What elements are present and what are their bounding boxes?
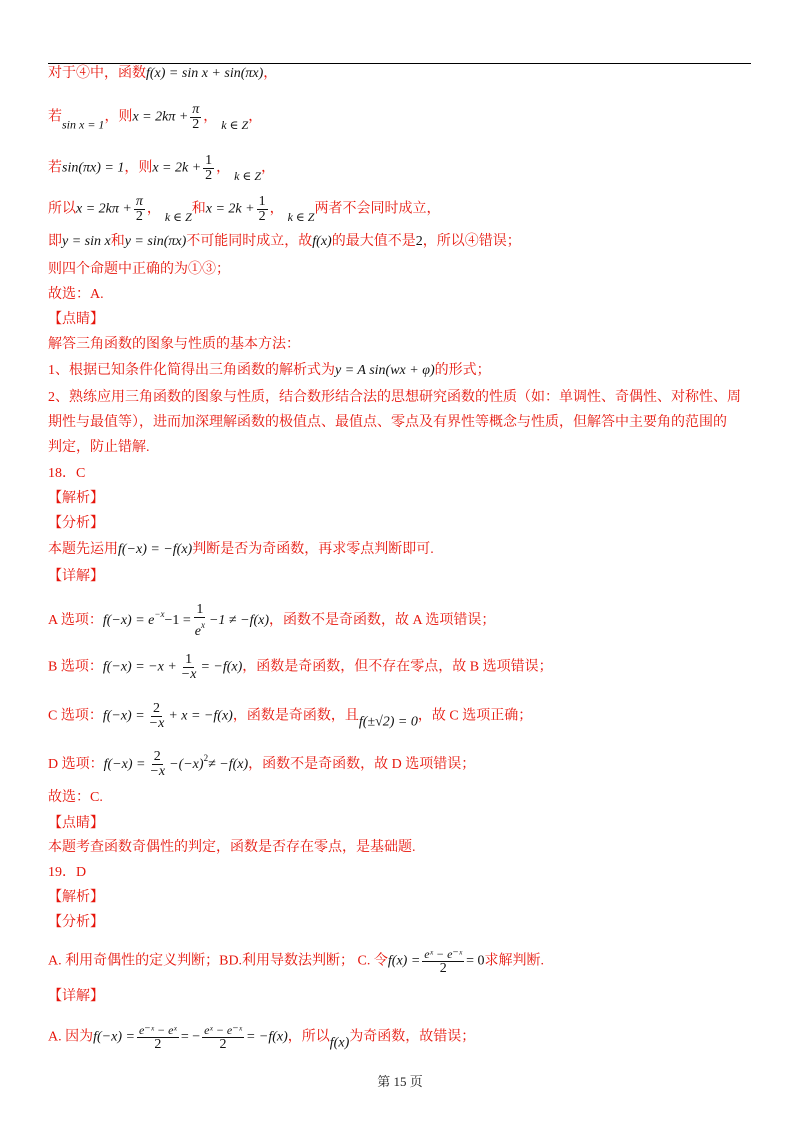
numerator: π	[135, 194, 143, 209]
text: 两者不会同时成立，	[314, 201, 441, 217]
fraction	[147, 750, 167, 779]
line-25: 本题考查函数奇偶性的判定，函数是否存在零点，是基础题.	[48, 840, 416, 855]
math: f(−x) = −f(x)	[118, 542, 193, 557]
text: ，	[269, 201, 284, 217]
section-jiexi-2: 【解析】	[48, 890, 104, 905]
text: 为奇函数，故错误；	[349, 1029, 476, 1045]
line-option-a	[48, 603, 495, 639]
superscript: −x	[154, 609, 165, 620]
fraction	[134, 195, 145, 224]
line-23: 故选：C.	[48, 790, 103, 805]
fraction	[202, 1023, 244, 1052]
text: ，所以	[287, 1029, 330, 1045]
math: x = 2k +	[152, 160, 202, 176]
line-10	[48, 361, 491, 381]
text: B 选项：	[48, 659, 103, 675]
text: ，函数是奇函数，且	[232, 708, 359, 724]
math: f(x) =	[387, 953, 421, 969]
text: ，	[248, 109, 263, 125]
text: ，函数不是奇函数，故 A 选项错误；	[269, 613, 496, 629]
denominator: −x	[149, 764, 166, 780]
denominator: 2	[205, 168, 213, 183]
numerator: π	[192, 102, 200, 117]
line-3	[48, 154, 275, 186]
line-option-b	[48, 653, 553, 682]
math: 2	[415, 234, 423, 249]
text: ，	[261, 160, 276, 176]
math: k ∈ Z	[234, 168, 262, 183]
question-18-answer: 18．C	[48, 466, 86, 481]
line-2	[48, 103, 262, 135]
text: ，函数不是奇函数，故 D 选项错误；	[248, 757, 476, 772]
text: 1、根据已知条件化简得出三角函数的解析式为	[48, 363, 335, 378]
text: 的形式；	[434, 363, 491, 378]
text: ，函数是奇函数，但不存在零点，故 B 选项错误；	[242, 659, 553, 675]
text: A. 因为	[48, 1029, 94, 1045]
denominator: 2	[192, 117, 200, 132]
text: 判断是否为奇函数，再求零点判断即可.	[192, 542, 434, 557]
fraction	[193, 603, 207, 639]
denominator: 2	[219, 1037, 227, 1052]
math: f(−x) = −x +	[102, 659, 177, 675]
text: 若	[48, 109, 62, 125]
numerator: 2	[153, 749, 161, 765]
text: ，	[263, 66, 278, 81]
text: A. 利用奇偶性的定义判断；BD.利用导数法判断； C. 令	[48, 953, 388, 969]
text: 和	[191, 201, 206, 217]
denominator: 2	[135, 209, 143, 224]
line-4	[48, 195, 440, 227]
fraction	[190, 103, 201, 132]
line-31	[48, 1023, 475, 1054]
math: f(−x) =	[102, 708, 145, 724]
line-29	[48, 947, 544, 976]
text: 即	[48, 234, 62, 249]
text: C 选项：	[48, 708, 103, 724]
page-number: 第 15 页	[377, 1074, 423, 1089]
math: x = 2k +	[205, 201, 255, 217]
section-xiangjie: 【详解】	[48, 569, 104, 584]
numerator: 1	[196, 602, 204, 617]
math: y = A sin(wx + φ)	[335, 363, 435, 378]
fraction	[422, 947, 464, 976]
text: 所以	[48, 201, 76, 217]
denominator: e	[194, 624, 201, 639]
math: f(−x) = e	[102, 613, 155, 629]
line-12: 期性与最值等），进而加深理解函数的极值点、最值点、零点及有界性等概念与性质，但解答中主要角的范围的	[48, 415, 727, 430]
math: f(−x) =	[103, 757, 146, 772]
line-9: 解答三角函数的图象与性质的基本方法：	[48, 337, 300, 352]
line-7: 故选：A.	[48, 287, 104, 302]
text: ，故 C 选项正确；	[417, 708, 533, 724]
fraction	[203, 154, 214, 183]
line-11: 2、熟练应用三角函数的图象与性质，结合数形结合法的思想研究函数的性质（如：单调性、奇偶性、对称性、周	[48, 390, 741, 405]
numerator: eˣ − e⁻ˣ	[424, 947, 463, 961]
section-fenxi: 【分析】	[48, 516, 104, 531]
math: −(−x)	[169, 757, 204, 772]
line-1	[48, 64, 277, 84]
text: ，则	[124, 160, 153, 176]
section-fenxi-2: 【分析】	[48, 915, 104, 930]
text: 求解判断.	[484, 953, 545, 969]
fraction	[179, 653, 199, 682]
section-jiexi: 【解析】	[48, 491, 104, 506]
line-option-c	[48, 702, 532, 733]
line-option-d	[48, 748, 475, 779]
math: f(x)	[312, 234, 332, 249]
text: 若	[48, 160, 62, 176]
fraction	[147, 702, 167, 731]
superscript: x	[200, 620, 205, 630]
math: x = 2kπ +	[76, 201, 132, 217]
numerator: 1	[185, 652, 193, 667]
numerator: 1	[258, 194, 266, 209]
numerator: eˣ − e⁻ˣ	[204, 1023, 242, 1037]
text: 不可能同时成立，故	[186, 234, 313, 249]
text: 本题先运用	[48, 542, 118, 557]
fraction	[257, 195, 268, 224]
text: 的最大值不是	[331, 234, 416, 249]
text: 对于④中，函数	[48, 66, 146, 81]
fraction	[137, 1023, 179, 1052]
math: k ∈ Z	[164, 209, 192, 224]
math: k ∈ Z	[287, 209, 315, 224]
denominator: −x	[148, 716, 165, 731]
denominator: 2	[154, 1037, 162, 1052]
text: ，	[216, 160, 231, 176]
math: k ∈ Z	[221, 117, 249, 132]
math: y = sin x	[62, 234, 111, 249]
text: A 选项：	[48, 613, 103, 629]
question-19-answer: 19．D	[48, 865, 87, 880]
math: ≠ −f(x)	[208, 757, 249, 772]
denominator: −x	[180, 667, 197, 682]
line-5	[48, 232, 521, 252]
math: f(±√2) = 0	[358, 714, 418, 730]
math: f(−x) =	[93, 1029, 135, 1045]
math: = 0	[466, 953, 485, 969]
numerator: 2	[153, 701, 160, 716]
denominator: 2	[439, 961, 447, 976]
math: f(x)	[329, 1035, 350, 1051]
math: sin x = 1	[62, 117, 105, 132]
math: x = 2kπ +	[132, 109, 189, 125]
math: sin(πx) = 1	[62, 160, 125, 176]
line-6: 则四个命题中正确的为①③；	[48, 262, 230, 277]
text: ，	[203, 109, 218, 125]
text: ，	[146, 201, 161, 217]
math: = −	[180, 1029, 201, 1045]
line-13: 判定，防止错解.	[48, 440, 150, 455]
text: ，则	[104, 109, 133, 125]
math: = −f(x)	[245, 1029, 288, 1045]
text: 和	[110, 234, 125, 249]
superscript: 2	[203, 753, 209, 763]
denominator: 2	[258, 209, 266, 224]
math: f(x) = sin x + sin(πx)	[146, 66, 264, 81]
numerator: e⁻ˣ − eˣ	[138, 1023, 177, 1037]
math: + x = −f(x)	[168, 708, 233, 724]
math: y = sin(πx)	[124, 234, 187, 249]
math: −1 ≠ −f(x)	[208, 613, 269, 629]
section-xiangjie-2: 【详解】	[48, 989, 104, 1004]
text: D 选项：	[48, 757, 104, 772]
math: −1 =	[164, 613, 191, 629]
section-dianjing-2: 【点睛】	[48, 816, 104, 831]
section-dianjing: 【点睛】	[48, 312, 104, 327]
line-17	[48, 540, 434, 560]
numerator: 1	[205, 153, 213, 168]
math: = −f(x)	[200, 659, 243, 675]
text: ，所以④错误；	[422, 234, 521, 249]
